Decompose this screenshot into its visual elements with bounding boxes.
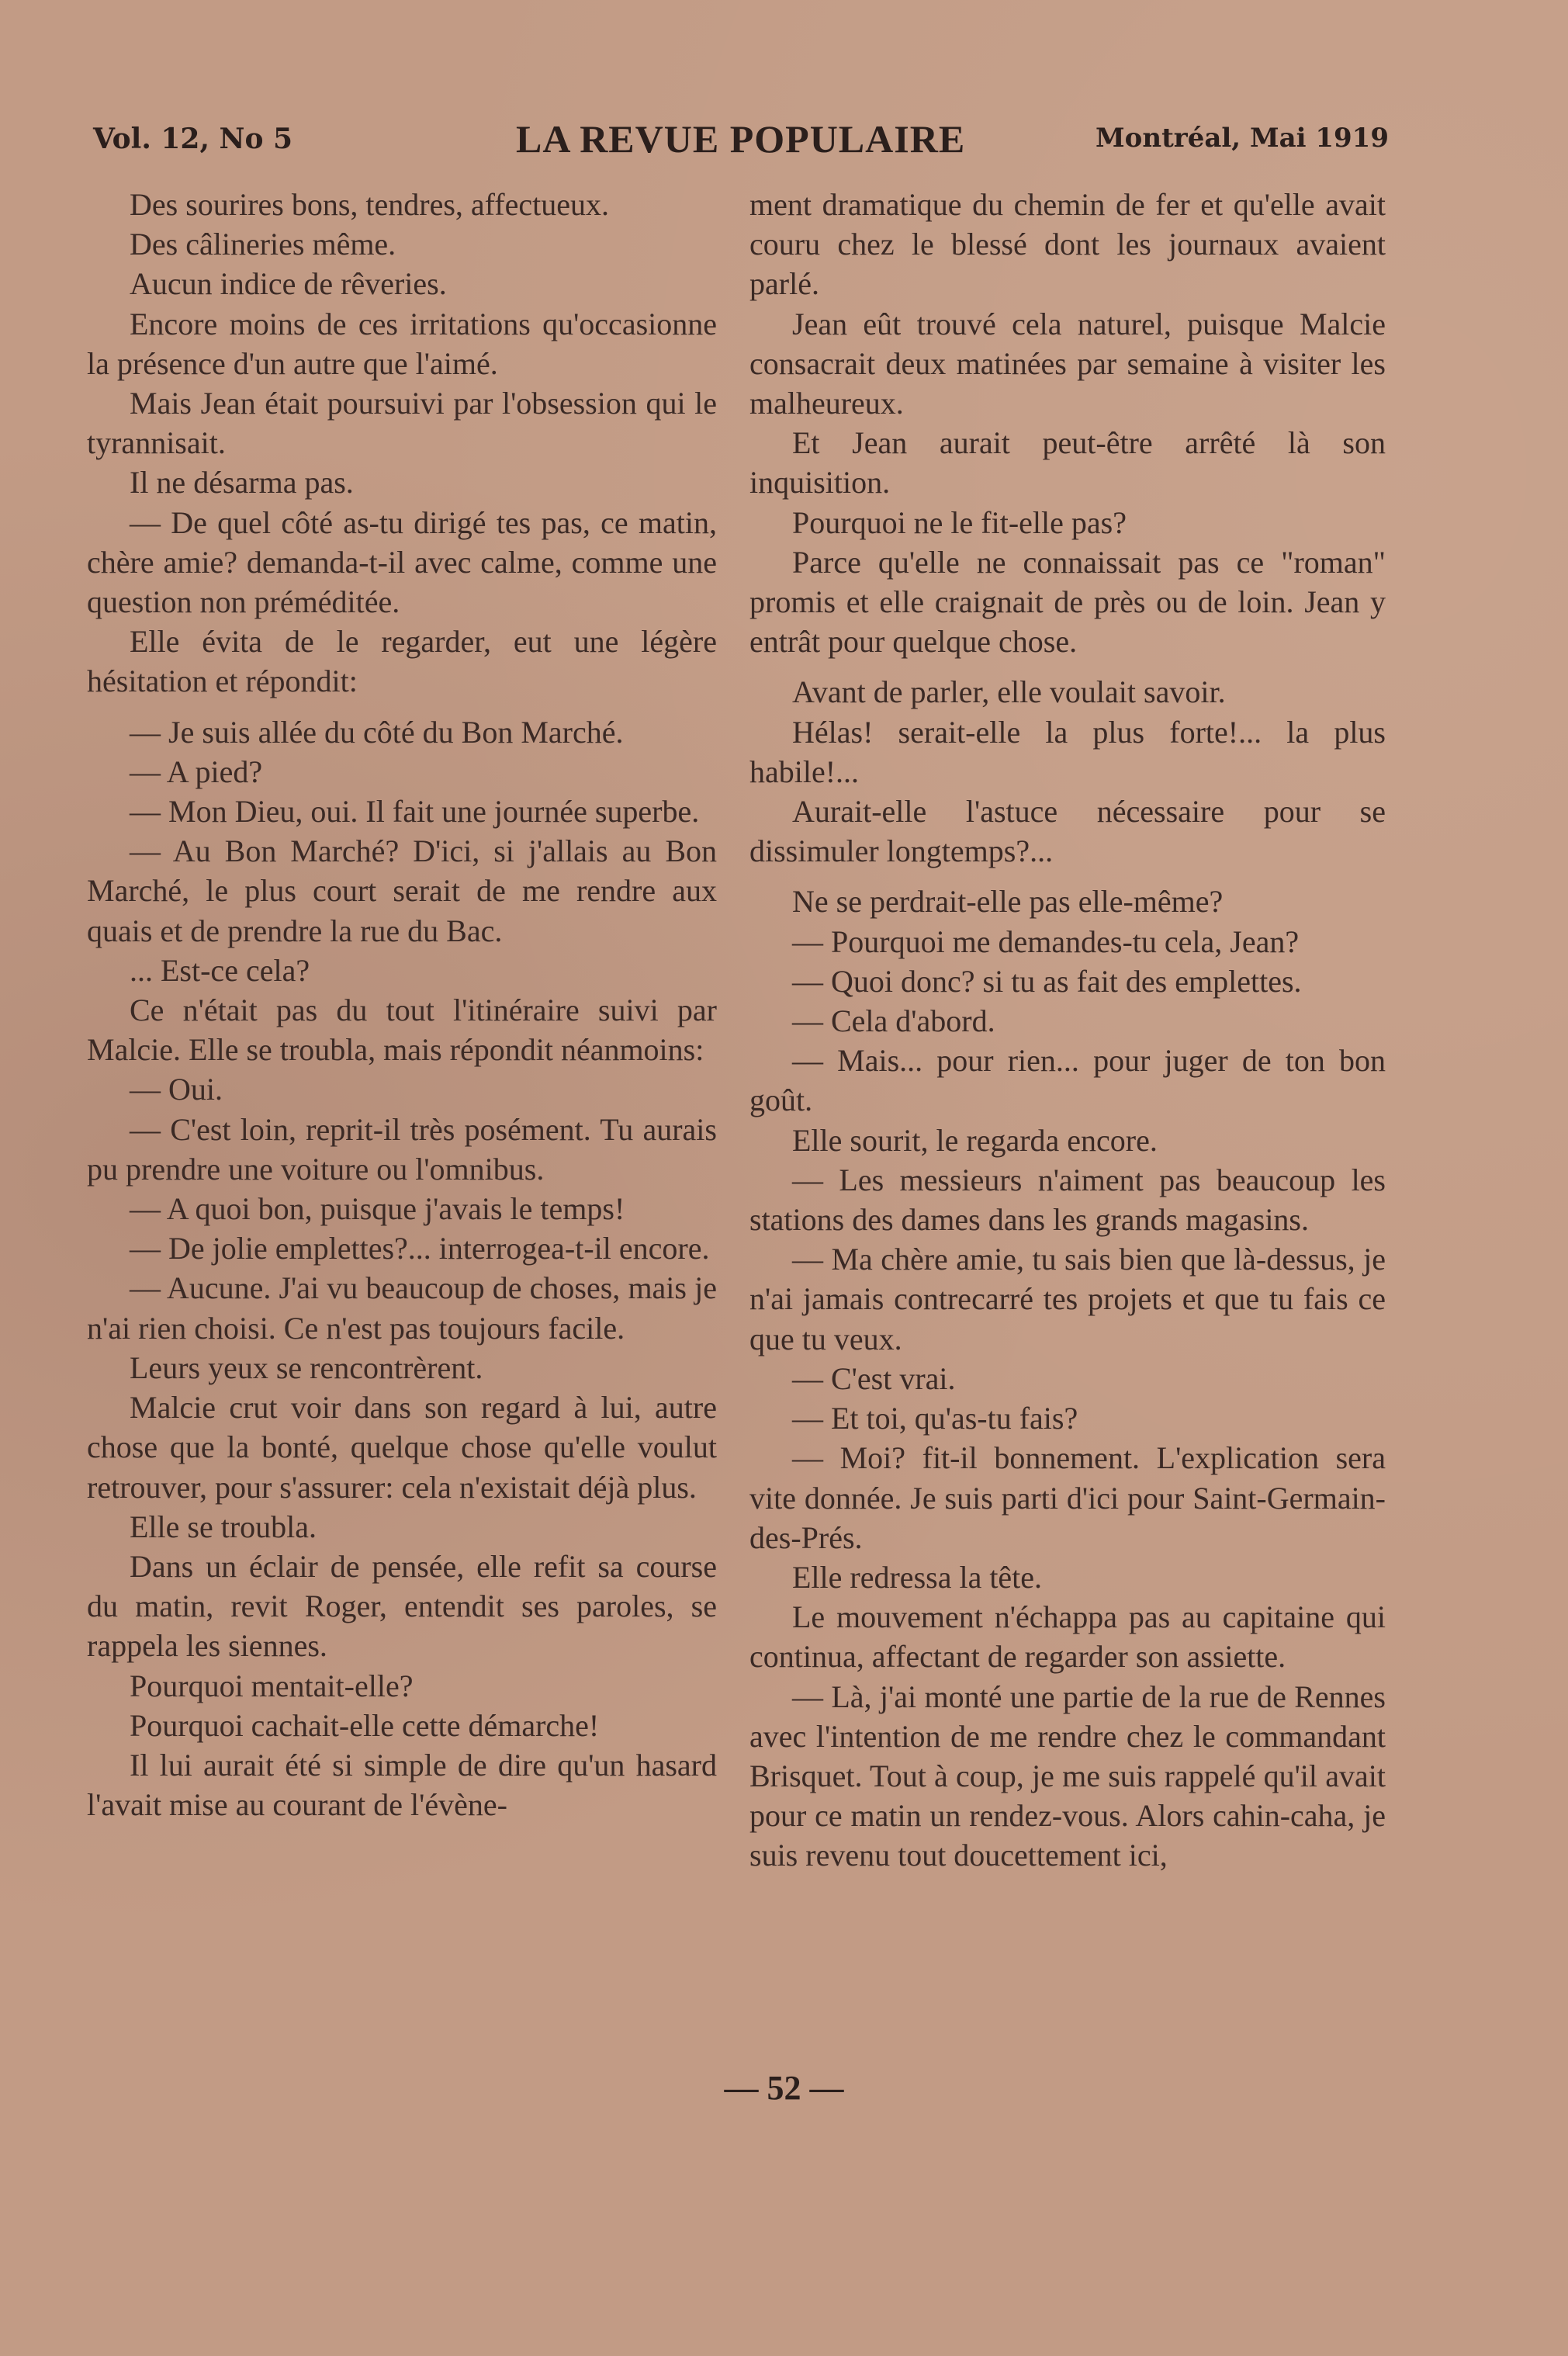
paragraph: Pourquoi mentait-elle? <box>130 1668 414 1703</box>
paragraph: — Quoi donc? si tu as fait des emplettes. <box>792 963 1302 999</box>
paragraph: Elle évita de le regarder, eut une légère hésitation et répondit: <box>87 624 717 699</box>
paragraph: — Et toi, qu'as-tu fais? <box>792 1401 1078 1436</box>
paragraph: ment dramatique du chemin de fer et qu'elle avait couru chez le blessé dont les journaux avaient parlé. <box>749 187 1386 302</box>
page-number: — 52 — <box>724 2069 844 2107</box>
paragraph: ... Est-ce cela? <box>130 952 310 988</box>
left-column <box>87 185 717 1824</box>
paragraph: Elle redressa la tête. <box>792 1559 1043 1595</box>
paragraph: Mais Jean était poursuivi par l'obsession qui le tyrannisait. <box>87 386 717 461</box>
paragraph: Leurs yeux se rencontrèrent. <box>130 1350 483 1385</box>
paragraph: — De quel côté as-tu dirigé tes pas, ce matin, chère amie? demanda-t-il avec calme, comme une question non préméditée. <box>87 504 717 620</box>
paragraph: Et Jean aurait peut-être arrêté là son inquisition. <box>749 425 1386 501</box>
page-header <box>93 116 1389 171</box>
paragraph: Dans un éclair de pensée, elle refit sa course du matin, revit Roger, entendit ses paroles, se rappela les siennes. <box>87 1548 717 1664</box>
paragraph: Il ne désarma pas. <box>130 465 354 501</box>
paragraph: — Mais... pour rien... pour juger de ton bon goût. <box>749 1043 1386 1118</box>
paragraph: Ne se perdrait-elle pas elle-même? <box>792 884 1224 920</box>
paragraph: — Cela d'abord. <box>792 1003 995 1039</box>
paragraph: Le mouvement n'échappa pas au capitaine qui continua, affectant de regarder son assiette. <box>749 1599 1386 1675</box>
paragraph: — Aucune. J'ai vu beaucoup de choses, mais je n'ai rien choisi. Ce n'est pas toujours facile. <box>87 1270 717 1346</box>
paragraph: Jean eût trouvé cela naturel, puisque Malcie consacrait deux matinées par semaine à visiter les malheureux. <box>749 306 1386 421</box>
magazine-title: LA REVUE POPULAIRE <box>516 117 966 161</box>
paragraph: — C'est vrai. <box>792 1360 956 1396</box>
paragraph: Des sourires bons, tendres, affectueux. <box>130 187 609 222</box>
paragraph: — Oui. <box>130 1072 223 1107</box>
paragraph: Il lui aurait été si simple de dire qu'un hasard l'avait mise au courant de l'évène- <box>87 1747 717 1823</box>
paragraph: Avant de parler, elle voulait savoir. <box>792 674 1226 710</box>
volume-number: Vol. 12, No 5 <box>93 123 293 155</box>
paragraph: Malcie crut voir dans son regard à lui, autre chose que la bonté, quelque chose qu'elle voulut retrouver, pour s'assurer: cela n'existait déjà plus. <box>87 1390 717 1505</box>
paragraph: — C'est loin, reprit-il très posément. Tu aurais pu prendre une voiture ou l'omnibus. <box>87 1111 717 1187</box>
paragraph: Hélas! serait-elle la plus forte!... la plus habile!... <box>749 714 1386 789</box>
paragraph: Ce n'était pas du tout l'itinéraire suivi par Malcie. Elle se troubla, mais répondit néanmoins: <box>87 993 717 1068</box>
paragraph: — Mon Dieu, oui. Il fait une journée superbe. <box>130 794 700 830</box>
paragraph: — Je suis allée du côté du Bon Marché. <box>130 714 624 750</box>
paragraph: — Pourquoi me demandes-tu cela, Jean? <box>792 923 1300 959</box>
paragraph: — Ma chère amie, tu sais bien que là-dessus, je n'ai jamais contrecarré tes projets et que tu fais ce que tu veux. <box>749 1242 1386 1356</box>
paragraph: Des câlineries même. <box>130 227 396 262</box>
paragraph: Aurait-elle l'astuce nécessaire pour se dissimuler longtemps?... <box>749 794 1386 869</box>
paragraph: Elle se troubla. <box>130 1509 317 1544</box>
paragraph: — De jolie emplettes?... interrogea-t-il encore. <box>130 1231 710 1266</box>
paragraph: — A quoi bon, puisque j'avais le temps! <box>130 1191 625 1227</box>
paragraph: Encore moins de ces irritations qu'occasionne la présence d'un autre que l'aimé. <box>87 306 717 381</box>
paragraph: Parce qu'elle ne connaissait pas ce "roman" promis et elle craignait de près ou de loin. Jean y entrât pour quelque chose. <box>749 544 1386 660</box>
paragraph: — Au Bon Marché? D'ici, si j'allais au Bon Marché, le plus court serait de me rendre aux quais et de prendre la rue du Bac. <box>87 833 717 948</box>
paragraph: Pourquoi cachait-elle cette démarche! <box>130 1707 600 1743</box>
paragraph: — Là, j'ai monté une partie de la rue de Rennes avec l'intention de me rendre chez le commandant Brisquet. Tout à coup, je me suis rappelé qu'il avait pour ce matin un rendez-vous. Alors cahin-caha, je suis revenu tout doucettement ici, <box>749 1679 1386 1873</box>
paragraph: — Les messieurs n'aiment pas beaucoup les stations des dames dans les grands magasins. <box>749 1162 1386 1238</box>
right-column <box>749 185 1386 1876</box>
paragraph: — A pied? <box>130 754 263 789</box>
issue-location-date: Montréal, Mai 1919 <box>1096 123 1389 154</box>
paragraph: — Moi? fit-il bonnement. L'explication sera vite donnée. Je suis parti d'ici pour Saint-Germain-des-Prés. <box>749 1440 1386 1555</box>
paragraph: Pourquoi ne le fit-elle pas? <box>792 504 1127 540</box>
paragraph: Elle sourit, le regarda encore. <box>792 1122 1158 1158</box>
paragraph: Aucun indice de rêveries. <box>130 266 447 302</box>
